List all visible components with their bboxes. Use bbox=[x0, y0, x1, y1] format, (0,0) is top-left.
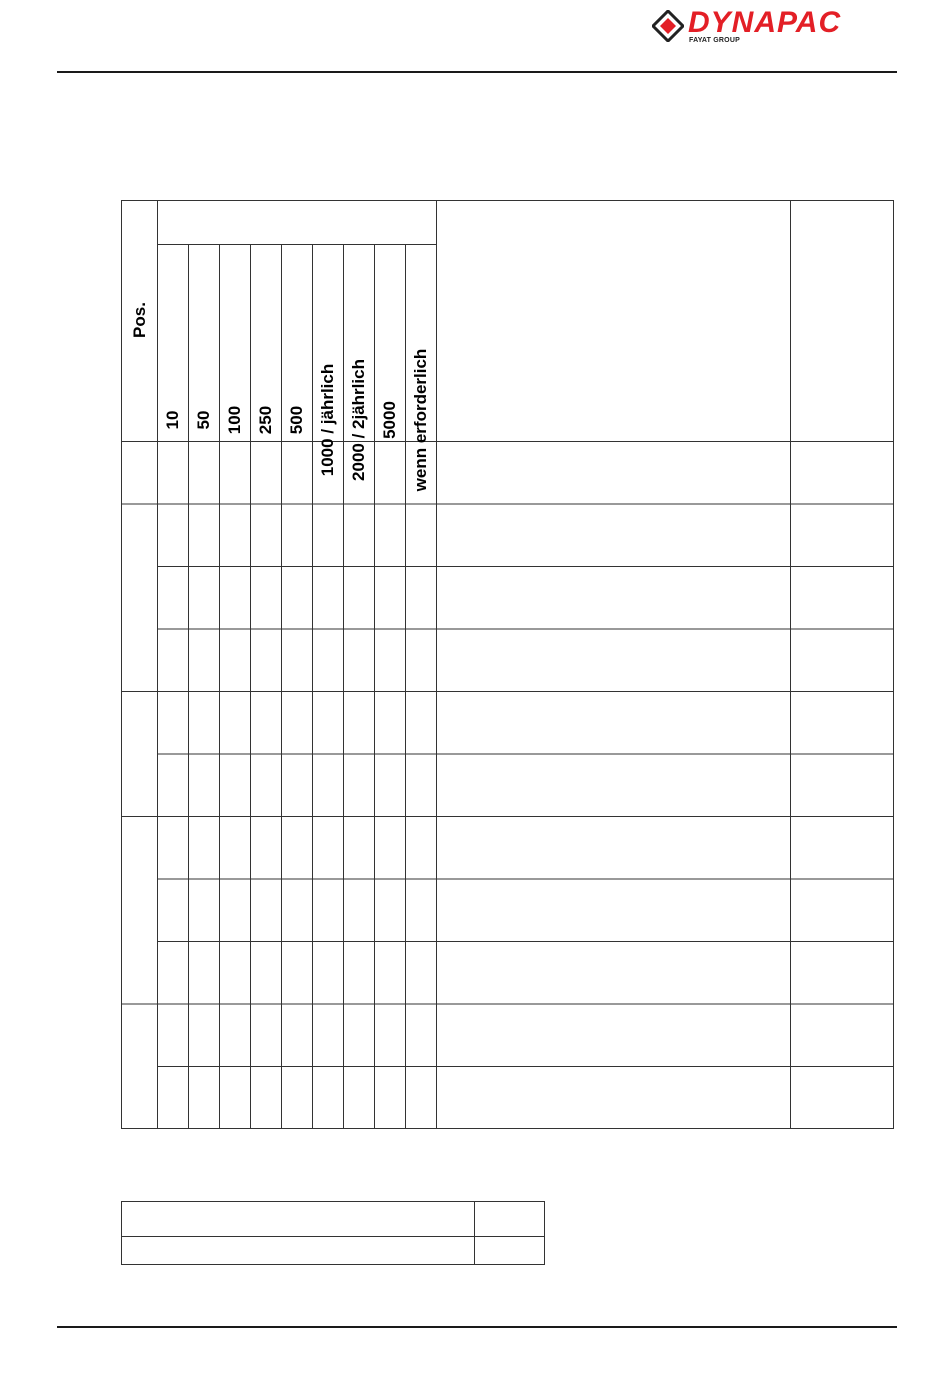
brand-subtitle: FAYAT GROUP bbox=[689, 37, 740, 44]
summary-table bbox=[121, 1201, 545, 1265]
interval-header-label: 100 bbox=[225, 405, 244, 435]
interval-header-label: 50 bbox=[194, 410, 213, 430]
interval-header-label: 250 bbox=[256, 405, 275, 435]
interval-header-label: 2000 / 2jährlich bbox=[349, 359, 368, 481]
pos-header: Pos. bbox=[129, 302, 149, 338]
table-border bbox=[122, 201, 894, 1129]
interval-header-label: 1000 / jährlich bbox=[318, 363, 337, 477]
interval-header-label: 10 bbox=[163, 410, 182, 430]
footer-rule bbox=[57, 1326, 897, 1328]
brand-name: DYNAPAC bbox=[688, 6, 842, 39]
interval-header-label: 5000 bbox=[380, 401, 399, 439]
interval-header-label: wenn erforderlich bbox=[411, 348, 430, 492]
interval-header-label: 500 bbox=[287, 405, 306, 435]
